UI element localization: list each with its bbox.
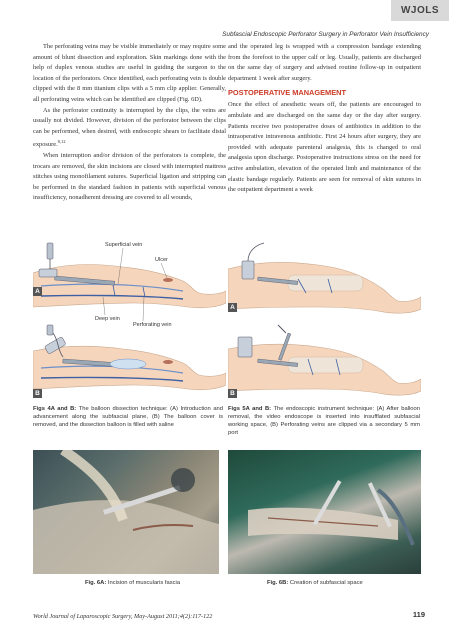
leg-a-shape	[33, 265, 226, 308]
figure-4-drawing	[33, 233, 226, 401]
figure-4a-label: A	[33, 287, 42, 296]
citation-ref: 8,12	[57, 139, 66, 145]
figure-4-illustration	[33, 233, 226, 401]
figure-4-caption-text: The balloon dissection technique: (A) Introduction and advancement along the subfascial plane, (B) The balloon cover is removed, and the dissection balloon is filled with saline	[33, 406, 223, 428]
figure-5a-label: A	[228, 303, 237, 312]
figure-6a-caption-title: Fig. 6A:	[85, 580, 107, 586]
page-number: 119	[412, 610, 425, 619]
figure-4-caption	[33, 405, 223, 429]
figure-4-caption-title: Figs 4A and B:	[33, 406, 77, 412]
figure-5b-label: B	[228, 389, 237, 398]
figure-6a-caption	[85, 580, 180, 586]
figure-6b-caption-text: Creation of subfascial space	[288, 580, 363, 586]
figure-5-caption-title: Figs 5A and B:	[228, 406, 272, 412]
running-head: Subfascial Endoscopic Perforator Surgery in Perforator Vein Insufficiency	[222, 31, 429, 38]
figure-4b-label: B	[33, 389, 42, 398]
journal-badge: WJOLS	[391, 0, 449, 21]
label-ulcer: Ulcer	[155, 257, 168, 263]
figure-6a-photo-art	[33, 450, 219, 574]
figure-6a-photo	[33, 450, 219, 574]
figure-6b-caption	[267, 580, 363, 586]
label-deep-vein: Deep vein	[95, 316, 120, 322]
right-text-column	[228, 42, 421, 196]
left-paragraph-3: When interruption and/or division of the perforators is complete, the trocars are removed, the skin incisions are closed with interrupted mattress stitches using monofilament sutures. Superficial ligation and stripping can be performed in the standard fashion in patients with superficial venous insufficiency, nonadherent dressing are covered to all wounds,	[33, 152, 226, 202]
figure-5-caption	[228, 405, 420, 437]
right-paragraph-2: Once the effect of anesthetic wears off, the patients are encouraged to ambulate and are discharged on the same day or the day after surgery. Patients receive two postoperative doses of antibiotics in addition to the intraoperative intravenous antibiotic. First 24 hours after surgery, they are provided with adequate parenteral analgesia, this is changed to oral analgesia upon discharge. Postoperative instructions stress on the need for active ambulation, elevation of the operated limb and maintenance of the elastic bandage regularly. Patients are seen for removal of skin sutures in the outpatient department a week	[228, 101, 421, 194]
footer-citation: World Journal of Laparoscopic Surgery, May-August 2011;4(2):117-122	[33, 613, 213, 620]
figure-6b-photo	[228, 450, 421, 574]
left-paragraph-1: The perforating veins may be visible immediately or may require some amount of blunt dissection and exploration. Skin markings done with the help of duplex venous studies are useful in guiding the surgeon to the location of the perforators. Once identified, each perforating vein is double clipped with the 8 mm titanium clips with a 5 mm clip applier. Generally, all perforating veins which can be identified are clipped (Fig. 6D).	[33, 43, 226, 103]
section-heading: POSTOPERATIVE MANAGEMENT	[228, 88, 346, 98]
figure-6b-photo-art	[228, 450, 421, 574]
left-paragraph-2-text: As the perforator continuity is interrupted by the clips, the veins are usually not divided. However, division of the perforator between the clips can be performed, when desired, with endoscopic shears to facilitate distal exposure.	[33, 106, 226, 149]
figure-5-drawing	[228, 233, 421, 401]
left-text-column	[33, 42, 226, 204]
figure-6a-caption-text: Incision of muscularis fascia	[106, 580, 181, 586]
label-perforating-vein: Perforating vein	[133, 322, 172, 328]
figure-6b-caption-title: Fig. 6B:	[267, 580, 289, 586]
label-superficial-vein: Superficial vein	[105, 242, 143, 248]
figure-5-illustration	[228, 233, 421, 401]
left-paragraph-2	[33, 106, 226, 152]
figure-5-caption-text: The endoscopic instrument technique: (A) After balloon removal, the video endoscope is inserted into insufflated subfascial working space, (B) Perforating veins are clipped via a secondary 5 mm port	[228, 406, 420, 436]
right-paragraph-1: and the operated leg is wrapped with a compression bandage extending from the forefoot to the upper calf or leg. Usually, patients are discharged on the same day of surgery and advised routine follow-up in outpatient department 1 week after surgery.	[228, 43, 421, 82]
